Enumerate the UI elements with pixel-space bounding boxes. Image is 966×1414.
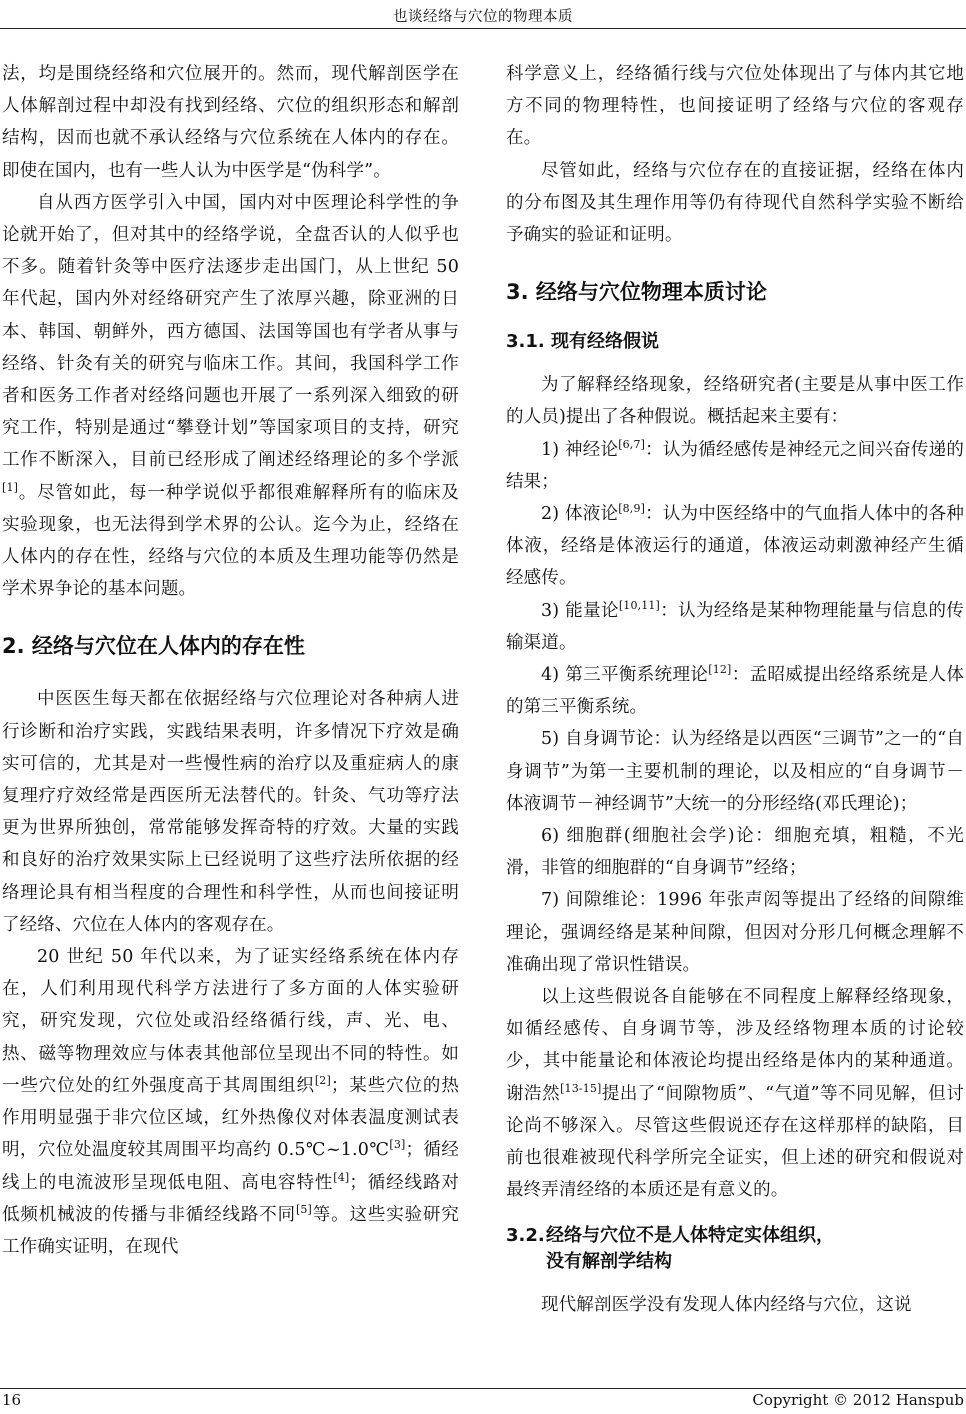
right-column bbox=[506, 58, 964, 1321]
citation-ref[interactable]: [8,9] bbox=[618, 502, 646, 516]
paragraph: 20 世纪 50 年代以来，为了证实经络系统在体内存在，人们利用现代科学方法进行了多方面的人体实验研究，研究发现，穴位处或沿经络循行线，声、光、电、热、磁等物理效应与体表其他部位呈现出不同的特性。如一些穴位处的红外强度高于其周围组织[2]；某些穴位的热作用明显强于非穴位区域，红外热像仪对体表温度测试表明，穴位处温度较其周围平均高约 0.5℃~1.0℃[3]；循经线上的电流波形呈现低电阻、高电容特性[4]；循经线路对低频机械波的传播与非循经线路不同[5]等。这些实验研究工作确实证明，在现代 bbox=[2, 947, 459, 1257]
header-rule bbox=[0, 28, 966, 29]
citation-ref[interactable]: [6,7] bbox=[618, 437, 646, 451]
list-item: 5) 自身调节论：认为经络是以西医“三调节”之一的“自身调节”为第一主要机制的理论，以及相应的“自身调节－体液调节－神经调节”大统一的分形经络(邓氏理论)； bbox=[506, 729, 964, 814]
paragraph: 现代解剖医学没有发现人体内经络与穴位，这说 bbox=[541, 1294, 912, 1315]
copyright-notice: Copyright © 2012 Hanspub bbox=[752, 1391, 964, 1409]
citation-ref[interactable]: [2] bbox=[314, 1073, 331, 1087]
subsection-number: 3.2. bbox=[506, 1224, 545, 1246]
subsection-heading: 3.1. 现有经络假说 bbox=[506, 331, 659, 353]
subsection-title-line2: 没有解剖学结构 bbox=[546, 1250, 672, 1272]
left-column bbox=[2, 58, 459, 1263]
section-heading: 2. 经络与穴位在人体内的存在性 bbox=[2, 634, 305, 659]
paragraph: 法，均是围绕经络和穴位展开的。然而，现代解剖医学在人体解剖过程中却没有找到经络、穴位的组织形态和解剖结构，因而也就不承认经络与穴位系统在人体内的存在。即使在国内，也有一些人认为中医学是“伪科学”。 bbox=[2, 64, 459, 181]
citation-ref[interactable]: [12] bbox=[708, 663, 732, 677]
citation-ref[interactable]: [10,11] bbox=[618, 598, 660, 612]
citation-ref[interactable]: [13-15] bbox=[560, 1081, 602, 1095]
paragraph: 为了解释经络现象，经络研究者(主要是从事中医工作的人员)提出了各种假说。概括起来主要有： bbox=[506, 375, 964, 428]
citation-ref[interactable]: [4] bbox=[333, 1170, 350, 1184]
citation-ref[interactable]: [3] bbox=[389, 1138, 406, 1152]
paragraph: 中医医生每天都在依据经络与穴位理论对各种病人进行诊断和治疗实践，实践结果表明，许多情况下疗效是确实可信的，尤其是对一些慢性病的治疗以及重症病人的康复理疗疗效经常是西医所无法替代的。针灸、气功等疗法更为世界所独创，常常能够发挥奇特的疗效。大量的实践和良好的治疗效果实际上已经说明了这些疗法所依据的经络理论具有相当程度的合理性和科学性，从而也间接证明了经络、穴位在人体内的客观存在。 bbox=[2, 689, 459, 935]
list-item: 7) 间隙维论：1996 年张声闳等提出了经络的间隙维理论，强调经络是某种间隙，但因对分形几何概念理解不准确出现了常识性错误。 bbox=[506, 890, 964, 975]
paragraph: 自从西方医学引入中国，国内对中医理论科学性的争论就开始了，但对其中的经络学说，全盘否认的人似乎也不多。随着针灸等中医疗法逐步走出国门，从上世纪 50 年代起，国内外对经络研究产生了浓厚兴趣，除亚洲的日本、韩国、朝鲜外，西方德国、法国等国也有学者从事与经络、针灸有关的研究与临床工作。其间，我国科学工作者和医务工作者对经络问题也开展了一系列深入细致的研究工作，特别是通过“攀登计划”等国家项目的支持，研究工作不断深入，目前已经形成了阐述经络理论的多个学派[1]。尽管如此，每一种学说似乎都很难解释所有的临床及实验现象，也无法得到学术界的公认。迄今为止，经络在人体内的存在性，经络与穴位的本质及生理功能等仍然是学术界争论的基本问题。 bbox=[2, 192, 459, 600]
page-number: 16 bbox=[2, 1391, 22, 1409]
subsection-title-line1: 经络与穴位不是人体特定实体组织， bbox=[546, 1224, 834, 1246]
paragraph: 科学意义上，经络循行线与穴位处体现出了与体内其它地方不同的物理特性，也间接证明了经络与穴位的客观存在。 bbox=[506, 64, 964, 149]
footer-rule bbox=[0, 1388, 966, 1389]
list-item: 3) 能量论[10,11]：认为经络是某种物理能量与信息的传输渠道。 bbox=[506, 598, 964, 653]
list-item: 2) 体液论[8,9]：认为中医经络中的气血指人体中的各种体液，经络是体液运行的通道，体液运动刺激神经产生循经感传。 bbox=[506, 502, 964, 589]
running-title: 也谈经络与穴位的物理本质 bbox=[393, 9, 573, 25]
citation-ref[interactable]: [5] bbox=[295, 1202, 313, 1216]
section-heading: 3. 经络与穴位物理本质讨论 bbox=[506, 280, 767, 305]
paragraph: 以上这些假说各自能够在不同程度上解释经络现象，如循经感传、自身调节等，涉及经络物理本质的讨论较少，其中能量论和体液论均提出经络是体内的某种通道。谢浩然[13-15]提出了“间隙物质”、“气道”等不同见解，但讨论尚不够深入。尽管这些假说还存在这样那样的缺陷，目前也很难被现代科学所完全证实，但上述的研究和假说对最终弄清经络的本质还是有意义的。 bbox=[506, 987, 964, 1201]
list-item: 6) 细胞群(细胞社会学)论：细胞充填，粗糙，不光滑，非管的细胞群的“自身调节”经络； bbox=[506, 826, 964, 879]
citation-ref[interactable]: [1] bbox=[2, 480, 19, 494]
list-item: 1) 神经论[6,7]：认为循经感传是神经元之间兴奋传递的结果； bbox=[506, 437, 964, 492]
subsection-heading bbox=[506, 1223, 964, 1275]
paragraph: 尽管如此，经络与穴位存在的直接证据，经络在体内的分布图及其生理作用等仍有待现代自然科学实验不断给予确实的验证和证明。 bbox=[506, 160, 964, 246]
list-item: 4) 第三平衡系统理论[12]：孟昭威提出经络系统是人体的第三平衡系统。 bbox=[506, 663, 964, 718]
